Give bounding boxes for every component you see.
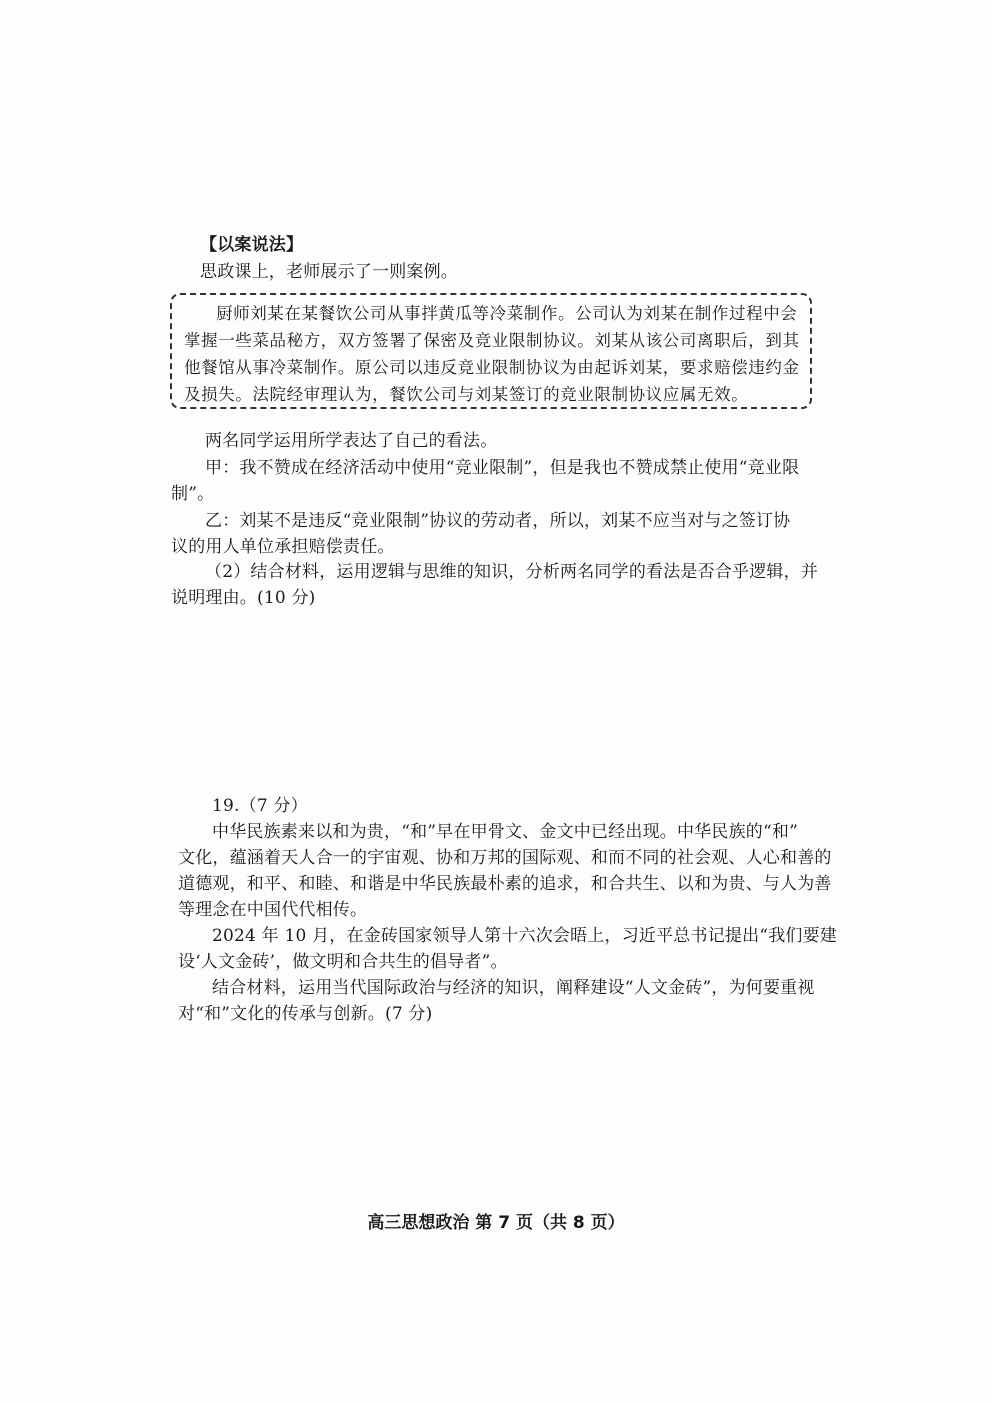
- q19-para1-line-2: 文化，蕴涵着天人合一的宇宙观、协和万邦的国际观、和而不同的社会观、人心和善的: [178, 848, 832, 868]
- case-line-1: 厨师刘某在某餐饮公司从事拌黄瓜等冷菜制作。公司认为刘某在制作过程中会: [216, 304, 798, 323]
- q19-para1-line-3: 道德观，和平、和睦、和谐是中华民族最朴素的追求，和合共生、以和为贵、与人为善: [178, 874, 832, 894]
- question-19-title: 19.（7 分）: [212, 796, 308, 816]
- section-heading: 【以案说法】: [200, 235, 304, 255]
- q19-para2-line-1: 2024 年 10 月，在金砖国家领导人第十六次会晤上，习近平总书记提出“我们要建: [212, 926, 837, 946]
- student-jia-line-1: 甲：我不赞成在经济活动中使用“竞业限制”，但是我也不赞成禁止使用“竞业限: [205, 458, 800, 478]
- students-intro: 两名同学运用所学表达了自己的看法。: [205, 431, 498, 451]
- case-line-3: 他餐馆从事冷菜制作。原公司以违反竞业限制协议为由起诉刘某，要求赔偿违约金: [184, 358, 800, 377]
- q19-para1-line-4: 等理念在中国代代相传。: [178, 900, 368, 920]
- q19-question-line-1: 结合材料，运用当代国际政治与经济的知识，阐释建设“人文金砖”，为何要重视: [212, 978, 815, 998]
- case-line-2: 掌握一些菜品秘方，双方签署了保密及竞业限制协议。刘某从该公司离职后，到其: [184, 331, 800, 350]
- student-yi-line-1: 乙：刘某不是违反“竞业限制”协议的劳动者，所以，刘某不应当对与之签订协: [205, 511, 791, 531]
- q19-para1-line-1: 中华民族素来以和为贵，“和”早在甲骨文、金文中已经出现。中华民族的“和”: [212, 822, 798, 842]
- student-jia-line-2: 制”。: [171, 484, 215, 504]
- question-18-2-line-2: 说明理由。(10 分): [171, 588, 316, 608]
- student-yi-line-2: 议的用人单位承担赔偿责任。: [171, 537, 395, 557]
- page-footer: 高三思想政治 第 7 页（共 8 页）: [367, 1213, 625, 1233]
- q19-question-line-2: 对“和”文化的传承与创新。(7 分): [178, 1004, 433, 1024]
- q19-para2-line-2: 设‘人文金砖’，做文明和合共生的倡导者”。: [178, 952, 508, 972]
- question-18-2-line-1: （2）结合材料，运用逻辑与思维的知识，分析两名同学的看法是否合乎逻辑，并: [205, 562, 819, 582]
- intro-text: 思政课上，老师展示了一则案例。: [200, 262, 458, 282]
- case-line-4: 及损失。法院经审理认为，餐饮公司与刘某签订的竞业限制协议应属无效。: [184, 385, 749, 404]
